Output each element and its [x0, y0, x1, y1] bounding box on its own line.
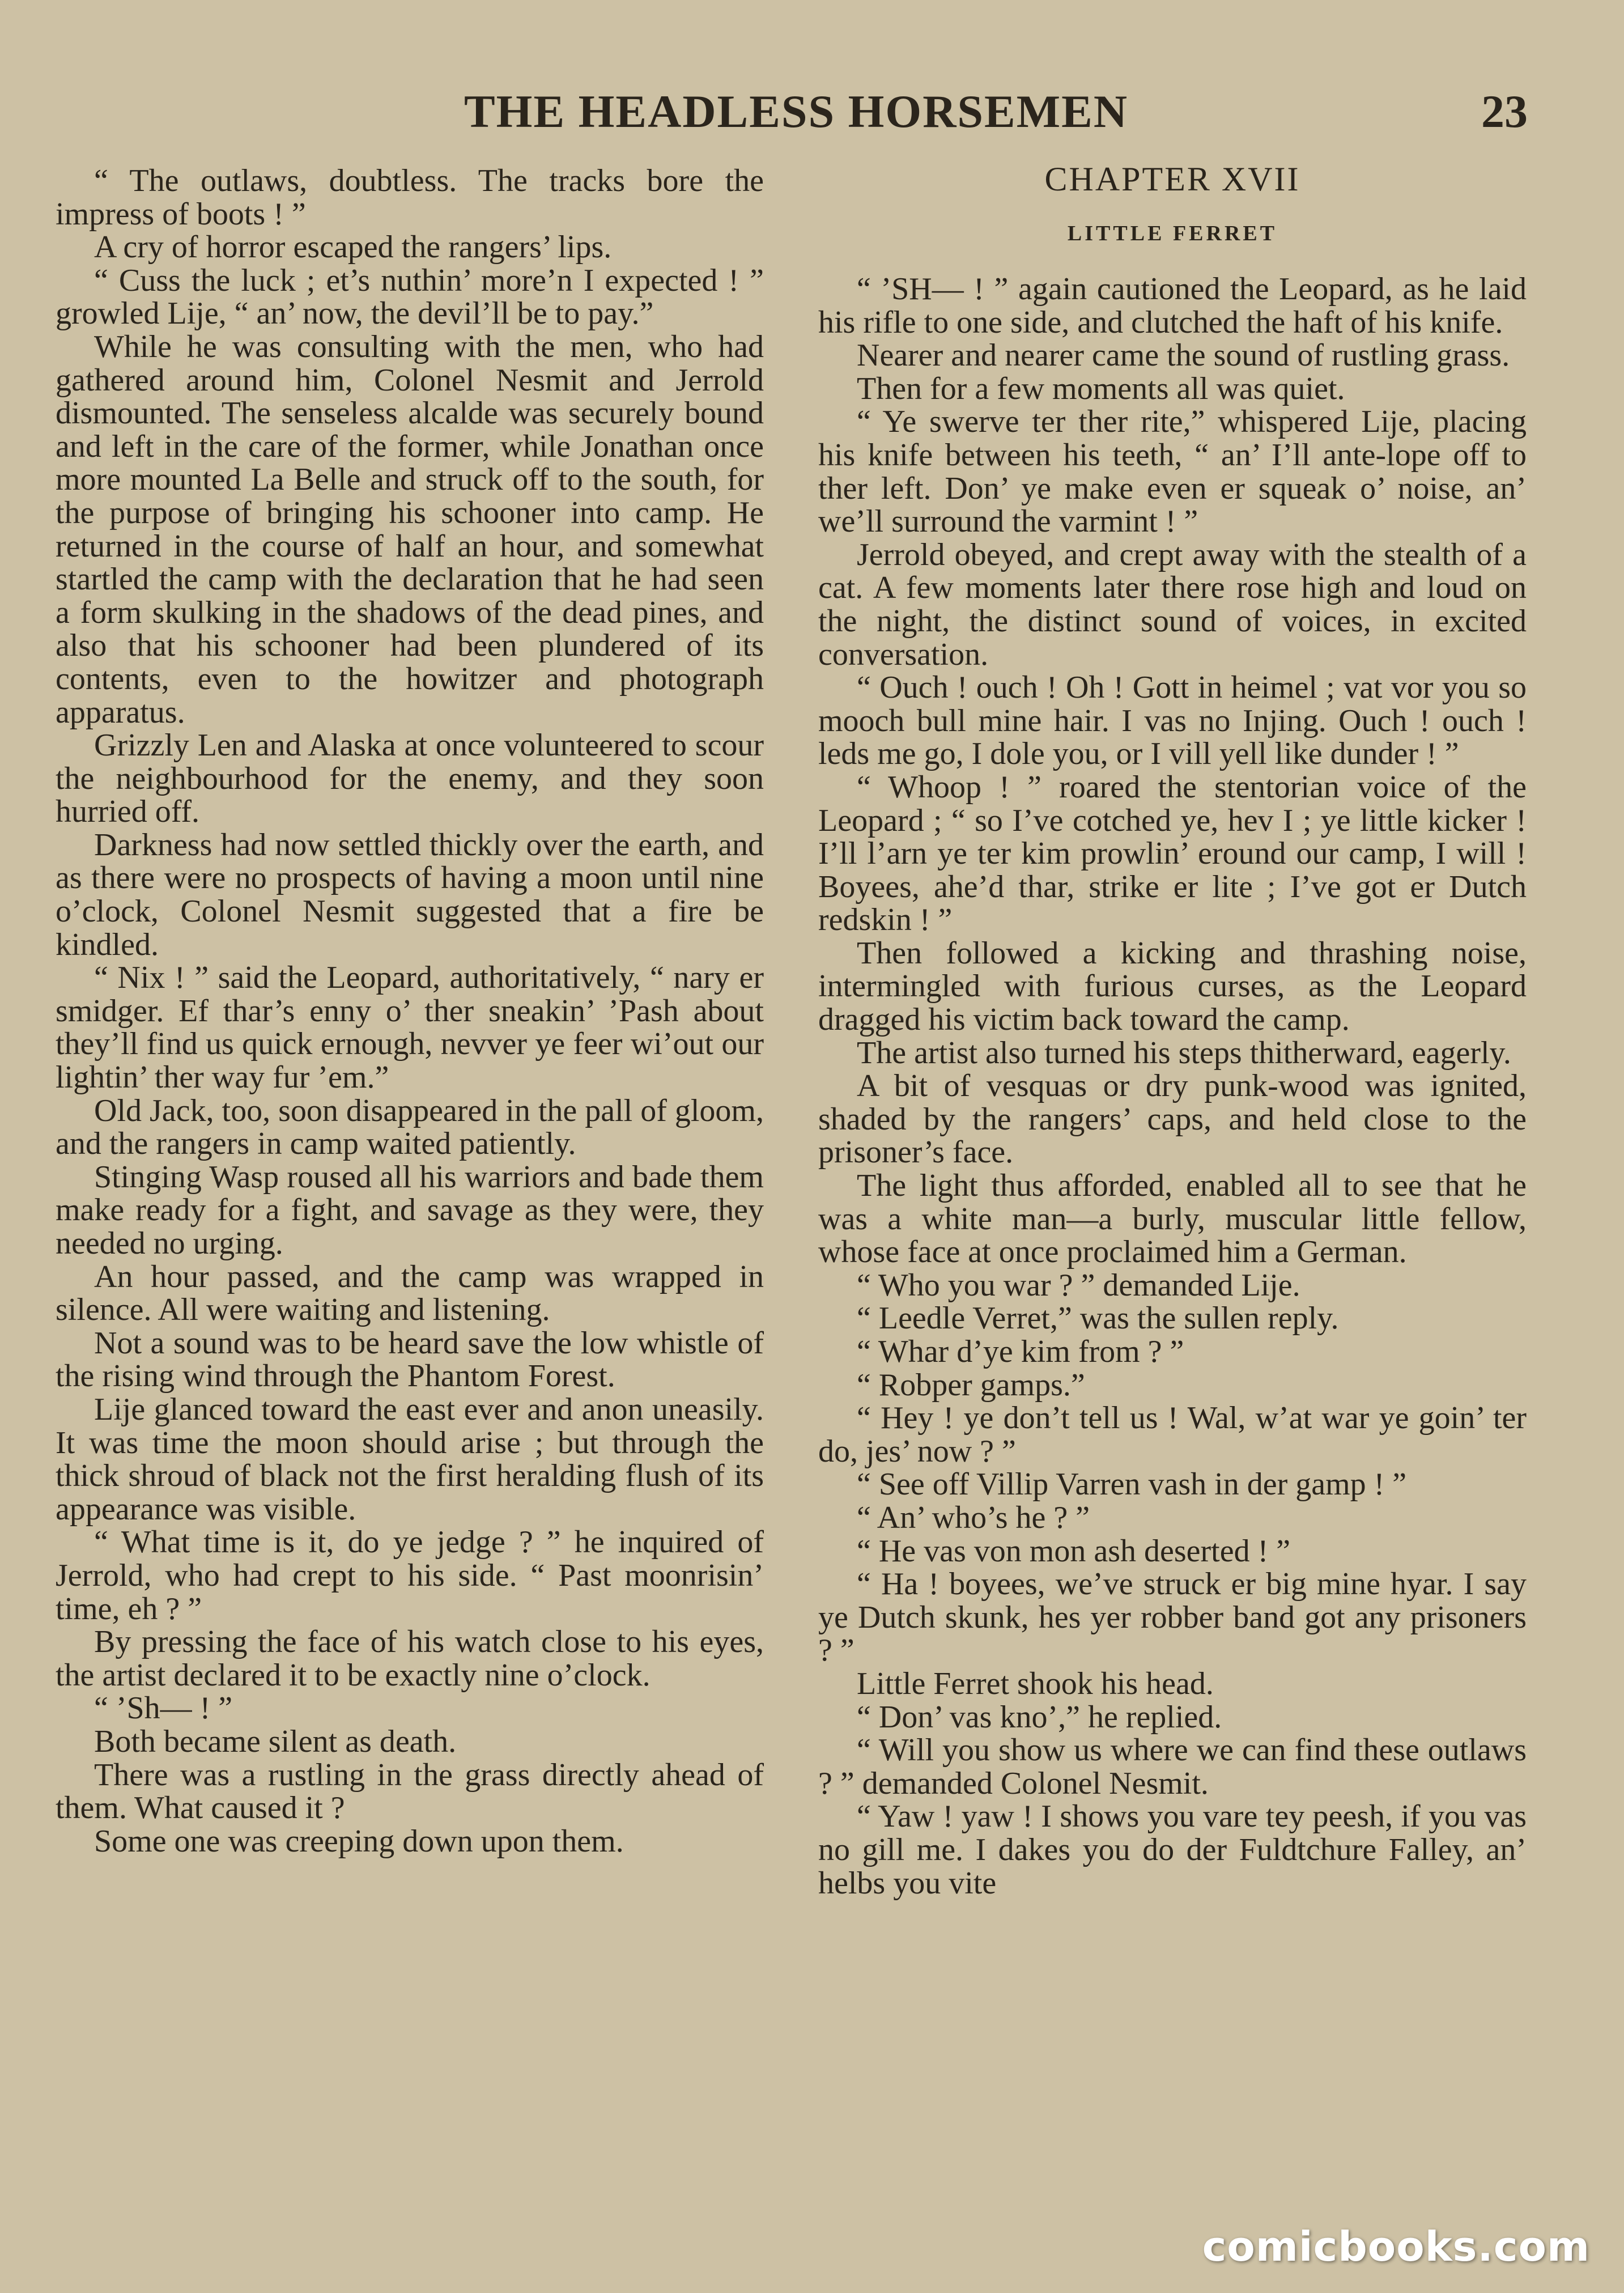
- paragraph: “ The outlaws, doubtless. The tracks bore the impress of boots ! ”: [56, 163, 764, 232]
- paragraph: Both became silent as death.: [94, 1723, 457, 1759]
- paragraph: Nearer and nearer came the sound of rustling grass.: [857, 338, 1510, 373]
- paragraph: An hour passed, and the camp was wrapped in silence. All were waiting and listening.: [56, 1259, 764, 1328]
- paragraph: Some one was creeping down upon them.: [94, 1823, 624, 1859]
- paragraph: There was a rustling in the grass directly ahead of them. What caused it ?: [56, 1757, 764, 1826]
- paragraph: “ Who you war ? ” demanded Lije.: [857, 1267, 1300, 1303]
- chapter-subtitle: LITTLE FERRET: [1067, 222, 1278, 245]
- paragraph: A cry of horror escaped the rangers’ lips.: [94, 230, 612, 265]
- paragraph: “ Whoop ! ” roared the stentorian voice of the Leopard ; “ so I’ve cotched ye, hev I ; ye little kicker ! I’ll l’arn ye ter kim prowlin’ eround our camp, I will ! Boyees, ahe’d thar, strike er lite ; I’ve got er Dutch redskin ! ”: [818, 769, 1527, 938]
- paragraph: The light thus afforded, enabled all to see that he was a white man—a burly, muscular little fellow, whose face at once proclaimed him a German.: [818, 1168, 1527, 1270]
- paragraph: “ Cuss the luck ; et’s nuthin’ more’n I expected ! ” growled Lije, “ an’ now, the devil’ll be to pay.”: [56, 262, 764, 332]
- paragraph: Grizzly Len and Alaska at once volunteered to scour the neighbourhood for the enemy, and they soon hurried off.: [56, 728, 764, 830]
- chapter-title: CHAPTER XVII: [1044, 160, 1300, 198]
- paragraph: “ Don’ vas kno’,” he replied.: [857, 1699, 1222, 1735]
- paragraph: Old Jack, too, soon disappeared in the pall of gloom, and the rangers in camp waited patiently.: [56, 1093, 764, 1162]
- paragraph: The artist also turned his steps thitherward, eagerly.: [857, 1035, 1511, 1071]
- running-title: THE HEADLESS HORSEMEN: [464, 86, 1129, 137]
- paragraph: “ See off Villip Varren vash in der gamp ! ”: [857, 1467, 1407, 1502]
- paragraph: Jerrold obeyed, and crept away with the stealth of a cat. A few moments later there rose high and loud on the night, the distinct sound of voices, in excited conversation.: [818, 537, 1527, 672]
- paragraph: Stinging Wasp roused all his warriors and bade them make ready for a fight, and savage as they were, they needed no urging.: [56, 1159, 764, 1261]
- paragraph: “ ’Sh— ! ”: [94, 1691, 233, 1726]
- page-header: [0, 85, 1624, 147]
- paragraph: “ Yaw ! yaw ! I shows you vare tey peesh, if you vas no gill me. I dakes you do der Fuldtchure Falley, an’ helbs you vite: [818, 1799, 1527, 1901]
- paragraph: “ Hey ! ye don’t tell us ! Wal, w’at war ye goin’ ter do, jes’ now ? ”: [818, 1400, 1527, 1469]
- right-paragraphs: [818, 273, 1527, 1900]
- paragraph: “ He vas von mon ash deserted ! ”: [857, 1533, 1291, 1569]
- paragraph: “ Ha ! boyees, we’ve struck er big mine hyar. I say ye Dutch skunk, hes yer robber band got any prisoners ? ”: [818, 1566, 1527, 1668]
- watermark-logo: comicbooks.com: [1202, 2223, 1590, 2270]
- paragraph: “ Robper gamps.”: [857, 1367, 1085, 1403]
- paragraph: By pressing the face of his watch close to his eyes, the artist declared it to be exactly nine o’clock.: [56, 1624, 764, 1693]
- page-number: 23: [1481, 86, 1528, 137]
- left-text-column: [56, 164, 764, 1858]
- paragraph: While he was consulting with the men, who had gathered around him, Colonel Nesmit and Jerrold dismounted. The senseless alcalde was securely bound and left in the care of the former, while Jonathan once more mounted La Belle and struck off to the south, for the purpose of bringing his schooner into camp. He returned in the course of half an hour, and somewhat startled the camp with the declaration that he had seen a form skulking in the shadows of the dead pines, and also that his schooner had been plundered of its contents, even to the howitzer and photograph apparatus.: [56, 329, 764, 730]
- paragraph: “ Leedle Verret,” was the sullen reply.: [857, 1301, 1339, 1336]
- paragraph: Little Ferret shook his head.: [857, 1666, 1214, 1701]
- paragraph: “ Ye swerve ter ther rite,” whispered Lije, placing his knife between his teeth, “ an’ I’ll ante-lope off to ther left. Don’ ye make even er squeak o’ noise, an’ we’ll surround the varmint ! ”: [818, 404, 1527, 540]
- paragraph: Then followed a kicking and thrashing noise, intermingled with furious curses, as the Leopard dragged his victim back toward the camp.: [818, 935, 1527, 1038]
- paragraph: “ An’ who’s he ? ”: [857, 1500, 1090, 1535]
- paragraph: Darkness had now settled thickly over the earth, and as there were no prospects of having a moon until nine o’clock, Colonel Nesmit suggested that a fire be kindled.: [56, 827, 764, 962]
- paragraph: “ Nix ! ” said the Leopard, authoritatively, “ nary er smidger. Ef thar’s enny o’ ther sneakin’ ’Pash about they’ll find us quick ernough, nevver ye feer wi’out our lightin’ ther way fur ’em.”: [56, 960, 764, 1095]
- paragraph: Then for a few moments all was quiet.: [857, 371, 1345, 406]
- paragraph: “ What time is it, do ye jedge ? ” he inquired of Jerrold, who had crept to his side. “ Past moonrisin’ time, eh ? ”: [56, 1525, 764, 1627]
- paragraph: “ ’SH— ! ” again cautioned the Leopard, as he laid his rifle to one side, and clutched the haft of his knife.: [818, 271, 1527, 340]
- paragraph: “ Will you show us where we can find these outlaws ? ” demanded Colonel Nesmit.: [818, 1733, 1527, 1801]
- paragraph: Not a sound was to be heard save the low whistle of the rising wind through the Phantom Forest.: [56, 1325, 764, 1394]
- paragraph: A bit of vesquas or dry punk-wood was ignited, shaded by the rangers’ caps, and held close to the prisoner’s face.: [818, 1068, 1527, 1170]
- paragraph: Lije glanced toward the east ever and anon uneasily. It was time the moon should arise ; but through the thick shroud of black not the first heralding flush of its appearance was visible.: [56, 1391, 764, 1527]
- paragraph: “ Ouch ! ouch ! Oh ! Gott in heimel ; vat vor you so mooch bull mine hair. I vas no Injing. Ouch ! ouch ! leds me go, I dole you, or I vill yell like dunder ! ”: [818, 670, 1527, 772]
- paragraph: “ Whar d’ye kim from ? ”: [857, 1334, 1184, 1369]
- right-text-column: [818, 162, 1527, 1900]
